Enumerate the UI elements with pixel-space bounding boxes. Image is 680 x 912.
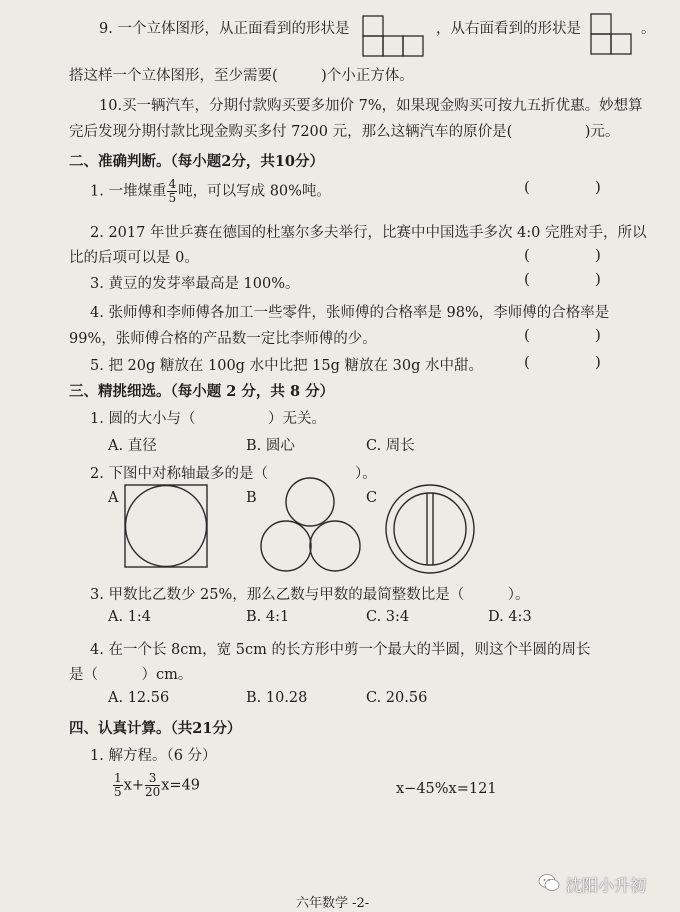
- fraction-3-20: [145, 772, 160, 799]
- s3-q4-option-b: B. 10.28: [246, 690, 308, 706]
- q9-part1: 9. 一个立体图形，从正面看到的形状是: [99, 21, 350, 37]
- s3-q1: 1. 圆的大小与（ ）无关。: [90, 411, 326, 427]
- section2-title: 二、准确判断。（每小题2分，共10分）: [69, 153, 325, 170]
- figure-a-square-circle: [124, 484, 208, 568]
- q9-line2: 搭这样一个立体图形，至少需要( )个小正方体。: [69, 68, 414, 84]
- right-view-figure: [590, 13, 636, 59]
- s3-q3-option-b: B. 4:1: [246, 609, 290, 625]
- s3-q1-option-b: B. 圆心: [246, 438, 295, 454]
- q10-line2: 完后发现分期付款比现金购买多付 7200 元，那么这辆汽车的原价是( )元。: [69, 124, 620, 140]
- s3-q1-option-c: C. 周长: [366, 438, 415, 454]
- s3-q4-line2: 是（ ）cm。: [69, 667, 193, 683]
- answer-paren-open: (: [524, 270, 530, 288]
- section3-title: 三、精挑细选。（每小题 2 分，共 8 分）: [69, 383, 335, 400]
- s2-q2-line1: 2. 2017 年世乒赛在德国的杜塞尔多夫举行，比赛中中国选手多次 4:0 完胜对手，所以: [90, 225, 647, 241]
- answer-paren-open: (: [524, 246, 530, 264]
- s3-q3-option-c: C. 3:4: [366, 609, 410, 625]
- fraction-4-5: [167, 178, 177, 205]
- figure-c-ring-divided: [384, 484, 476, 574]
- watermark-text: 沈阳小升初: [566, 876, 647, 895]
- fraction-numerator: 4: [168, 177, 177, 191]
- answer-paren-close: ): [595, 246, 601, 264]
- figure-b-three-circles: [258, 478, 362, 574]
- q9-end: 。: [641, 21, 656, 37]
- s2-q4-line2: 99%，张师傅合格的产品数一定比李师傅的少。: [69, 331, 377, 347]
- answer-paren-close: ): [595, 270, 601, 288]
- s3-q3-option-a: A. 1:4: [108, 609, 152, 625]
- s2-q2-line2: 比的后项可以是 0。: [69, 250, 199, 266]
- wechat-icon: [538, 872, 560, 894]
- answer-paren-close: ): [595, 353, 601, 371]
- page-footer: 六年数学 -2-: [296, 896, 370, 911]
- equation-1: [112, 772, 200, 799]
- answer-paren-close: ): [595, 178, 601, 196]
- fraction-numerator: 3: [145, 772, 160, 786]
- equation-1-end: x=49: [161, 777, 201, 794]
- answer-paren-open: (: [524, 326, 530, 344]
- s3-q2: 2. 下图中对称轴最多的是（ ）。: [90, 466, 377, 482]
- figure-label-a: A: [108, 490, 119, 506]
- s4-sub1: 1. 解方程。（6 分）: [90, 748, 217, 764]
- answer-paren-open: (: [524, 178, 530, 196]
- q9-part2: ，从右面看到的形状是: [436, 21, 581, 37]
- front-view-figure: [362, 15, 436, 61]
- figure-label-b: B: [246, 490, 257, 506]
- s3-q4-option-c: C. 20.56: [366, 690, 428, 706]
- answer-paren-open: (: [524, 353, 530, 371]
- s2-q4-line1: 4. 张师傅和李师傅各加工一些零件，张师傅的合格率是 98%，李师傅的合格率是: [90, 305, 610, 321]
- equation-2: x−45%x=121: [396, 781, 497, 797]
- s2-q1-text-a: 1. 一堆煤重: [90, 183, 167, 200]
- figure-label-c: C: [366, 490, 378, 506]
- s3-q3-option-d: D. 4:3: [488, 609, 532, 625]
- s3-q4-option-a: A. 12.56: [108, 690, 170, 706]
- fraction-1-5: [113, 772, 123, 799]
- fraction-numerator: 1: [114, 771, 122, 785]
- s2-q1: [90, 178, 331, 205]
- section4-title: 四、认真计算。（共21分）: [69, 720, 242, 737]
- s3-q4-line1: 4. 在一个长 8cm，宽 5cm 的长方形中剪一个最大的半圆，则这个半圆的周长: [90, 642, 591, 658]
- s3-q3: 3. 甲数比乙数少 25%，那么乙数与甲数的最简整数比是（ ）。: [90, 587, 530, 603]
- s3-q1-option-a: A. 直径: [108, 438, 157, 454]
- fraction-denominator: 5: [114, 785, 122, 799]
- s2-q3: 3. 黄豆的发芽率最高是 100%。: [90, 276, 300, 292]
- fraction-denominator: 5: [168, 191, 177, 205]
- s2-q1-text-b: 吨，可以写成 80%吨。: [178, 183, 331, 200]
- answer-paren-close: ): [595, 326, 601, 344]
- q10-line1: 10.买一辆汽车，分期付款购买要多加价 7%，如果现金购买可按九五折优惠。妙想算: [99, 98, 643, 114]
- equation-1-mid: x+: [123, 777, 144, 794]
- fraction-denominator: 20: [144, 785, 161, 799]
- s2-q5: 5. 把 20g 糖放在 100g 水中比把 15g 糖放在 30g 水中甜。: [90, 358, 483, 374]
